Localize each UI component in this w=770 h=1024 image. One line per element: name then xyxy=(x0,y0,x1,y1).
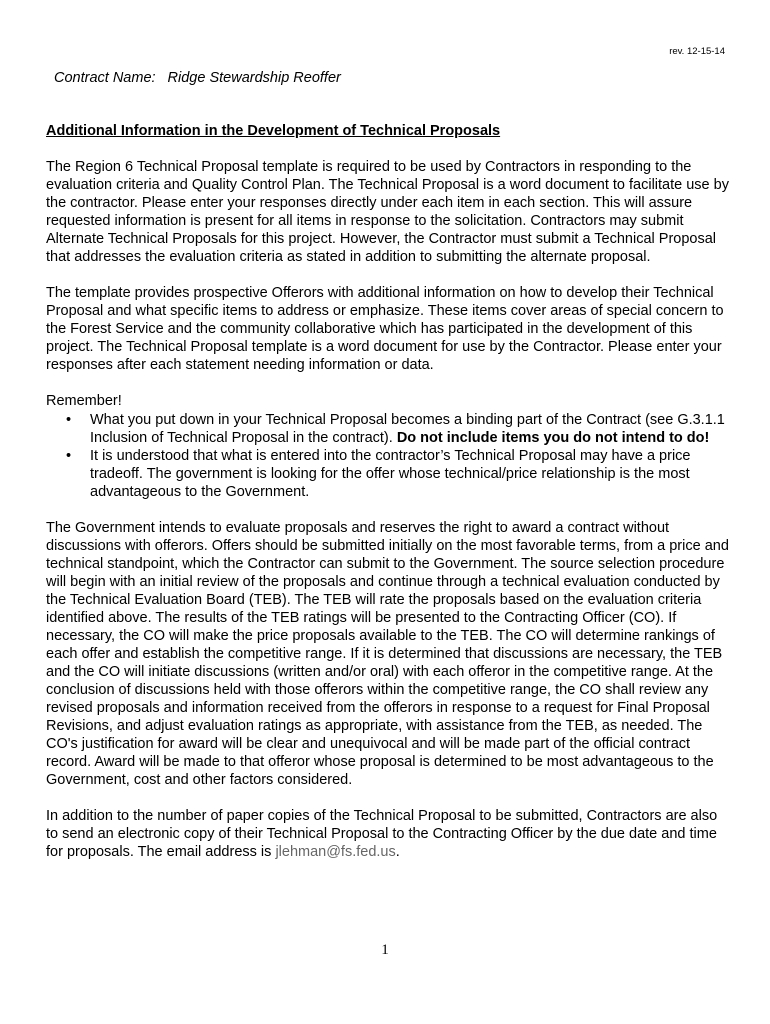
email-link[interactable]: jlehman@fs.fed.us xyxy=(275,844,396,860)
revision-label: rev. 12-15-14 xyxy=(669,46,725,57)
remember-label: Remember! xyxy=(46,393,122,409)
bullet-icon: • xyxy=(66,448,72,464)
bullet-text: It is understood that what is entered into the contractor’s Technical Proposal may have a price tradeoff. The government is looking for the offer whose technical/price relationship is the most advantageous to the Government. xyxy=(90,448,691,500)
section-heading: Additional Information in the Development of Technical Proposals xyxy=(46,123,501,139)
page-number: 1 xyxy=(381,942,389,958)
submission-text: In addition to the number of paper copies of the Technical Proposal to be submitted, Contractors are also to send an electronic copy of their Technical Proposal to the Contracting Officer by the due date and time for proposals. The email address is xyxy=(46,808,718,860)
bullet-icon: • xyxy=(66,412,72,428)
paragraph-submission xyxy=(46,807,732,861)
document-body xyxy=(46,122,732,879)
contract-name-label: Contract Name: xyxy=(54,70,156,86)
paragraph-template-purpose: The template provides prospective Offerors with additional information on how to develop their Technical Proposal and what specific items to address or emphasize. These items cover areas of special concern to the Forest Service and the community collaborative which has participated in the development of this project. The Technical Proposal template is a word document for use by the Contractor. Please enter your responses after each statement needing information or data. xyxy=(46,285,724,373)
paragraph-template-requirement: The Region 6 Technical Proposal template is required to be used by Contractors in responding to the evaluation criteria and Quality Control Plan. The Technical Proposal is a word document to facilitate use by the contractor. Please enter your responses directly under each item in each section. This will assure requested information is present for all items in response to the solicitation. Contractors may submit Alternate Technical Proposals for this project. However, the Contractor must submit a Technical Proposal that addresses the evaluation criteria as stated in addition to submitting the alternate proposal. xyxy=(46,159,729,265)
list-item xyxy=(46,447,732,501)
contract-name-line xyxy=(54,70,341,86)
paragraph-evaluation-procedure: The Government intends to evaluate proposals and reserves the right to award a contract without discussions with offerors. Offers should be submitted initially on the most favorable terms, from a price and technical standpoint, which the Contractor can submit to the Government. The source selection procedure will begin with an initial review of the proposals and continue through a technical evaluation conducted by the Technical Evaluation Board (TEB). The TEB will rate the proposals based on the evaluation criteria identified above. The results of the TEB ratings will be presented to the Contracting Officer (CO). If necessary, the CO will make the price proposals available to the TEB. The CO will determine rankings of each offer and establish the competitive range. If it is determined that discussions are necessary, the TEB and the CO will initiate discussions (written and/or oral) with each offeror in the competitive range. At the conclusion of discussions held with those offerors within the competitive range, the CO shall review any revised proposals and information received from the offerors in response to a request for Final Proposal Revisions, and adjust evaluation ratings as appropriate, with assistance from the TEB, as needed. The CO's justification for award will be clear and unequivocal and will be made part of the official contract record. Award will be made to that offeror whose proposal is determined to be most advantageous to the Government, cost and other factors considered. xyxy=(46,520,729,788)
submission-end: . xyxy=(395,844,400,860)
list-item xyxy=(46,411,732,447)
bullet-text: What you put down in your Technical Proposal becomes a binding part of the Contract (see G.3.1.1 Inclusion of Technical Proposal in the contract). xyxy=(90,412,725,446)
reminder-list xyxy=(46,411,732,501)
bullet-emphasis: Do not include items you do not intend to do! xyxy=(396,430,710,446)
contract-name-value: Ridge Stewardship Reoffer xyxy=(167,70,341,86)
